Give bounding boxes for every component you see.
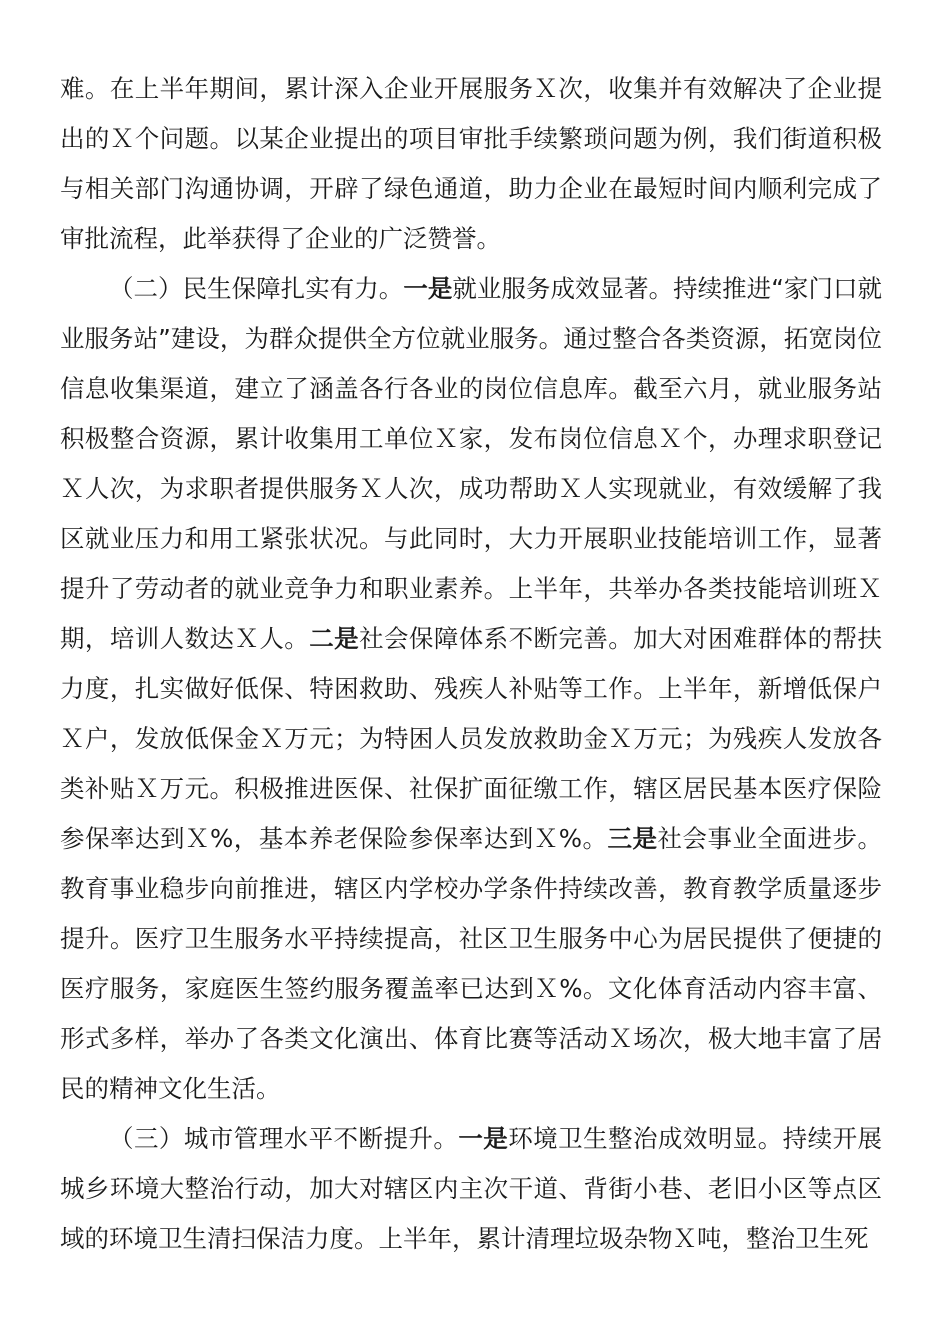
section-3-point-1-lead: 一是	[458, 1124, 509, 1153]
point-1-lead: 一是	[403, 274, 453, 303]
point-1-text: 就业服务成效显著。持续推进“家门口就业服务站”建设，为群众提供全方位就业服务。通过整合各类资源，拓宽岗位信息收集渠道，建立了涵盖各行各业的岗位信息库。截至六月，就业服务站积极整合资源，累计收集用工单位Ｘ家，发布岗位信息Ｘ个，办理求职登记Ｘ人次，为求职者提供服务Ｘ人次，成功帮助Ｘ人实现就业，有效缓解了我区就业压力和用工紧张状况。与此同时，大力开展职业技能培训工作，显著提升了劳动者的就业竞争力和职业素养。上半年，共举办各类技能培训班Ｘ期，培训人数达Ｘ人。	[60, 274, 883, 653]
paragraph-1-text: 难。在上半年期间，累计深入企业开展服务Ｘ次，收集并有效解决了企业提出的Ｘ个问题。以某企业提出的项目审批手续繁琐问题为例，我们街道积极与相关部门沟通协调，开辟了绿色通道，助力企业在最短时间内顺利完成了审批流程，此举获得了企业的广泛赞誉。	[60, 74, 882, 253]
paragraph-3	[60, 1114, 882, 1264]
document-body	[60, 64, 882, 1264]
paragraph-2	[60, 264, 882, 1114]
point-2-text: 社会保障体系不断完善。加大对困难群体的帮扶力度，扎实做好低保、特困救助、残疾人补贴等工作。上半年，新增低保户Ｘ户，发放低保金Ｘ万元；为特困人员发放救助金Ｘ万元；为残疾人发放各类补贴Ｘ万元。积极推进医保、社保扩面征缴工作，辖区居民基本医疗保险参保率达到Ｘ%，基本养老保险参保率达到Ｘ%。	[60, 624, 882, 853]
point-2-lead: 二是	[309, 624, 360, 653]
point-3-lead: 三是	[607, 824, 658, 853]
section-3-point-1-text: 环境卫生整治成效明显。持续开展城乡环境大整治行动，加大对辖区内主次干道、背街小巷、老旧小区等点区域的环境卫生清扫保洁力度。上半年，累计清理垃圾杂物Ｘ吨，整治卫生死	[60, 1124, 883, 1253]
point-3-text: 社会事业全面进步。教育事业稳步向前推进，辖区内学校办学条件持续改善，教育教学质量逐步提升。医疗卫生服务水平持续提高，社区卫生服务中心为居民提供了便捷的医疗服务，家庭医生签约服务覆盖率已达到Ｘ%。文化体育活动内容丰富、形式多样，举办了各类文化演出、体育比赛等活动Ｘ场次，极大地丰富了居民的精神文化生活。	[60, 824, 882, 1103]
section-2-heading: （二）民生保障扎实有力。	[109, 274, 404, 303]
section-3-heading: （三）城市管理水平不断提升。	[109, 1124, 459, 1153]
paragraph-1	[60, 64, 882, 264]
